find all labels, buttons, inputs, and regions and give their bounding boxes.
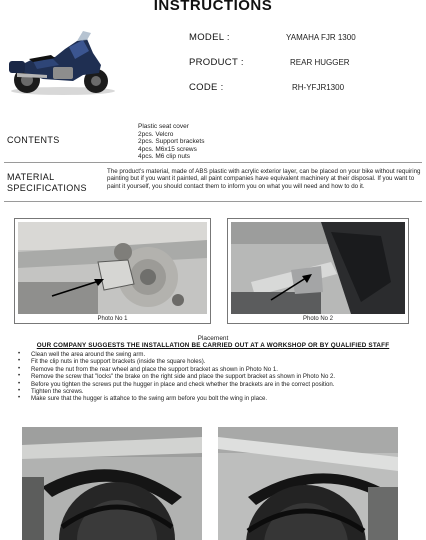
installed-hugger-photo-1 xyxy=(22,427,202,540)
model-label: MODEL : xyxy=(189,32,230,43)
photo-2-caption: Photo No 2 xyxy=(302,316,334,322)
list-item: • Fit the clip nuts in the support brackets (inside the square holes). xyxy=(18,358,418,365)
photo-1-image xyxy=(18,222,207,314)
photo-2-image xyxy=(231,222,405,314)
material-label-line2: SPECIFICATIONS xyxy=(7,183,87,193)
page-title: INSTRUCTIONS xyxy=(153,0,273,14)
list-item: • Clean well the area around the swing arm. xyxy=(18,351,418,358)
list-item: 4pcs. M6x15 screws xyxy=(138,145,197,153)
list-item: • Remove the nut from the rear wheel and place the support bracket as shown in Photo No 1. xyxy=(18,366,418,373)
model-value: YAMAHA FJR 1300 xyxy=(286,33,356,42)
material-label-line1: MATERIAL xyxy=(7,172,55,182)
placement-title: Placement xyxy=(197,335,229,342)
installed-hugger-photo-2 xyxy=(218,427,398,540)
list-item: Plastic seat cover xyxy=(138,123,189,130)
product-label: PRODUCT : xyxy=(189,57,244,68)
photo-2-frame xyxy=(227,218,409,324)
photo-1-caption: Photo No 1 xyxy=(97,316,128,322)
divider xyxy=(4,201,422,202)
list-item: • Before you tighten the screws put the hugger in place and check whether the brackets are in the correct position. xyxy=(18,381,418,388)
list-item: • Remove the screw that "locks" the brake on the right side and place the support bracket as shown in Photo No 2. xyxy=(18,373,418,380)
list-item: 2pcs. Velcro xyxy=(138,130,174,138)
code-label: CODE : xyxy=(189,82,224,93)
contents-list xyxy=(138,123,204,161)
divider xyxy=(4,162,422,163)
placement-warning: OUR COMPANY SUGGESTS THE INSTALLATION BE CARRIED OUT AT A WORKSHOP OR BY QUALIFIED STAFF xyxy=(36,342,390,349)
list-item: • Make sure that the hugger is attahce to the swing arm before you bolt the wing in place. xyxy=(18,395,418,402)
photo-1-frame xyxy=(14,218,211,324)
motorcycle-photo xyxy=(3,31,118,99)
contents-label: CONTENTS xyxy=(7,135,60,145)
placement-steps xyxy=(18,351,418,403)
code-value: RH-YFJR1300 xyxy=(292,83,345,92)
material-label xyxy=(7,172,87,194)
list-item: • Tighten the screws. xyxy=(18,388,418,395)
list-item: 4pcs. M6 clip nuts xyxy=(138,153,191,160)
list-item: 2pcs. Support brackets xyxy=(138,138,205,145)
material-text: The product's material, made of ABS plastic with acrylic exterior layer, can be placed on your bike without requiring painting but if you want it painted, all paint companies have equivalent machinery at their disposal. If you want to paint it yourself, you should contact them to inform you on what you will need and how to do it. xyxy=(107,168,421,190)
product-value: REAR HUGGER xyxy=(290,58,350,67)
